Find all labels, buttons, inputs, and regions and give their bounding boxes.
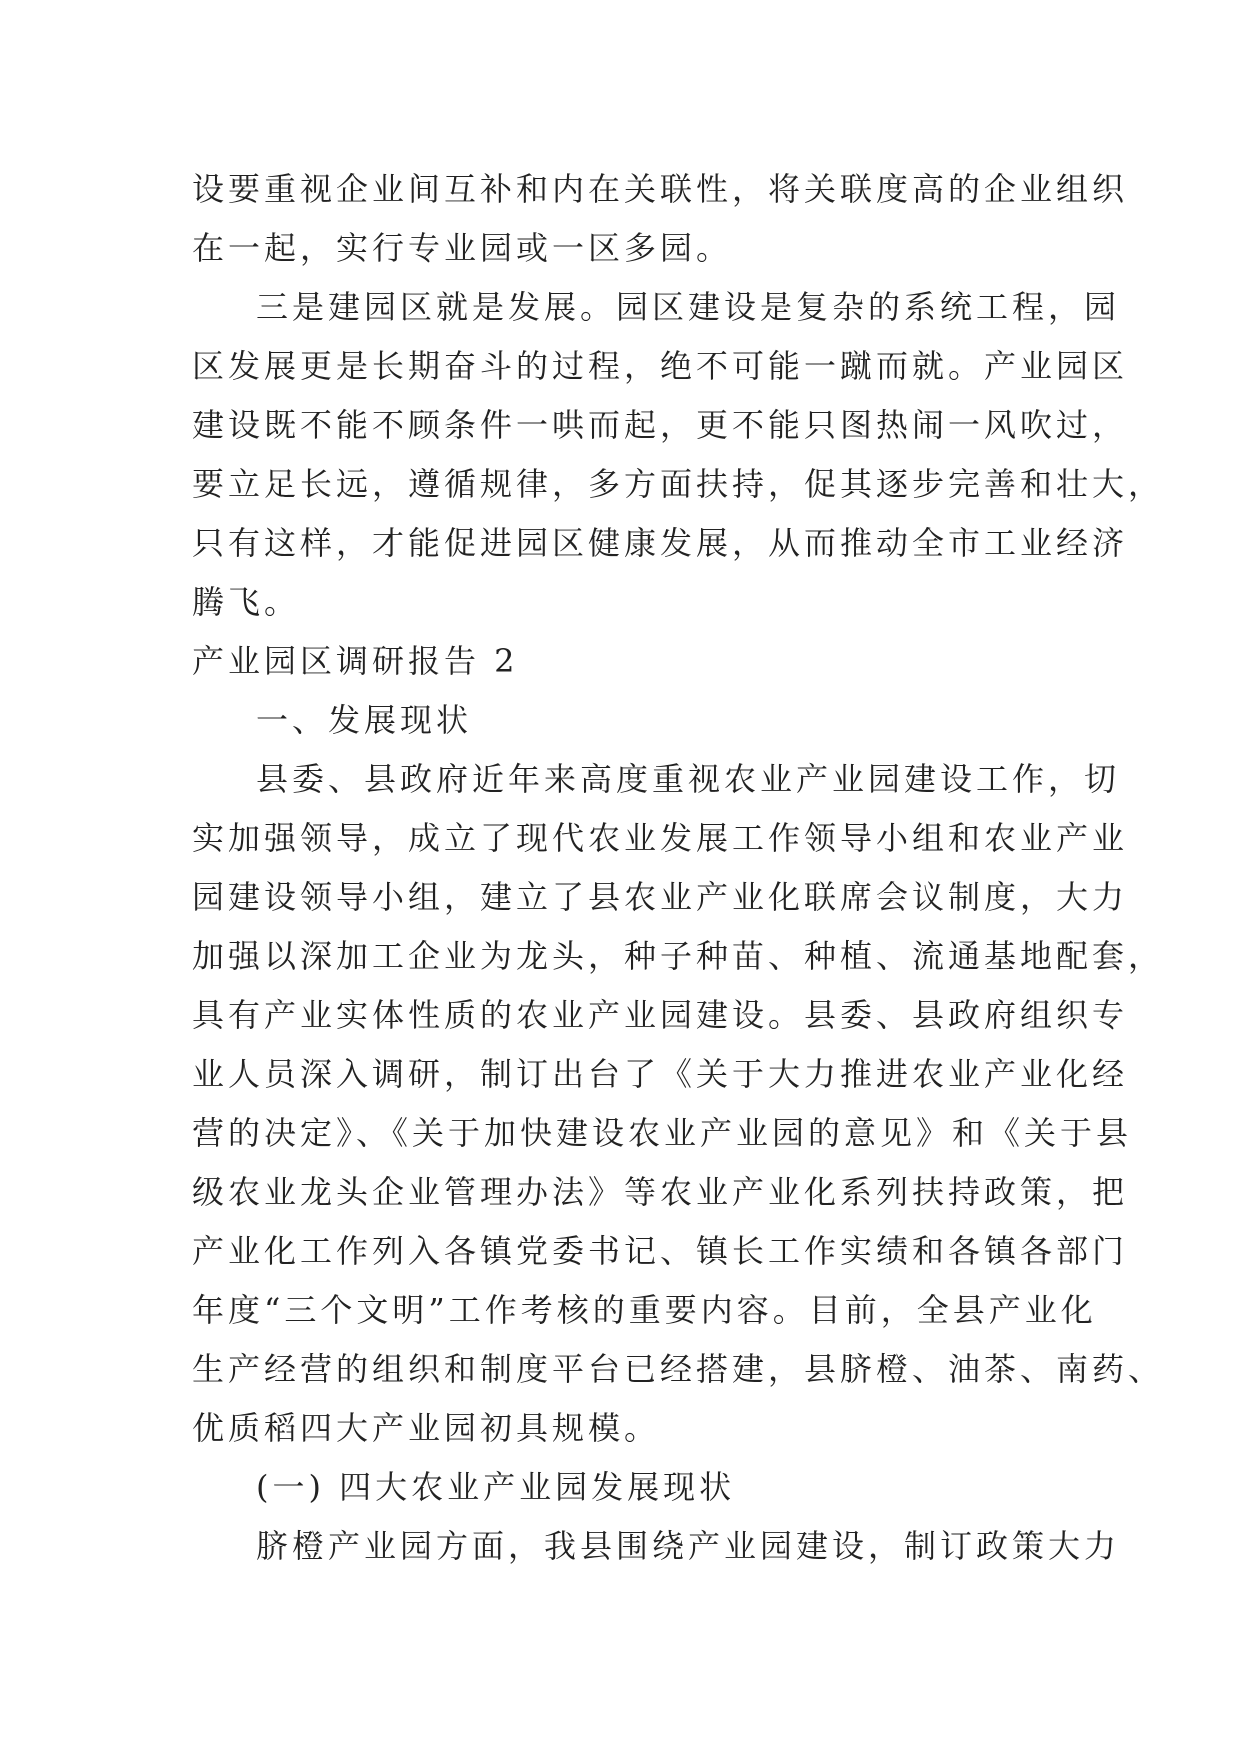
body-line: 加强以深加工企业为龙头，种子种苗、种植、流通基地配套， [192,937,1165,975]
body-line: 产业化工作列入各镇党委书记、镇长工作实绩和各镇各部门 [192,1232,1129,1270]
paragraph-start-line: 县委、县政府近年来高度重视农业产业园建设工作，切 [256,760,1121,798]
body-line: 优质稻四大产业园初具规模。 [192,1409,661,1447]
body-line: 级农业龙头企业管理办法》等农业产业化系列扶持政策，把 [192,1173,1129,1211]
body-line: 实加强领导，成立了现代农业发展工作领导小组和农业产业 [192,819,1129,857]
document-body [192,160,1165,1576]
body-line: 园建设领导小组，建立了县农业产业化联席会议制度，大力 [192,878,1129,916]
body-line: 只有这样，才能促进园区健康发展，从而推动全市工业经济 [192,524,1129,562]
section-title: 产业园区调研报告 2 [192,642,519,680]
subsection-heading: (一) 四大农业产业园发展现状 [256,1468,736,1506]
body-line: 建设既不能不顾条件一哄而起，更不能只图热闹一风吹过， [192,406,1129,444]
section-heading: 一、发展现状 [256,701,473,739]
body-line: 区发展更是长期奋斗的过程，绝不可能一蹴而就。产业园区 [192,347,1129,385]
paragraph-start-line: 三是建园区就是发展。园区建设是复杂的系统工程，园 [256,288,1121,326]
paragraph-start-line: 脐橙产业园方面，我县围绕产业园建设，制订政策大力 [256,1527,1121,1565]
body-line: 腾飞。 [192,583,301,621]
body-line: 要立足长远，遵循规律，多方面扶持，促其逐步完善和壮大， [192,465,1165,503]
body-line: 生产经营的组织和制度平台已经搭建，县脐橙、油茶、南药、 [192,1350,1165,1388]
body-line: 设要重视企业间互补和内在关联性，将关联度高的企业组织 [192,170,1129,208]
body-line: 在一起，实行专业园或一区多园。 [192,229,733,267]
body-line: 年度“三个文明”工作考核的重要内容。目前，全县产业化 [192,1291,1097,1329]
body-line: 具有产业实体性质的农业产业园建设。县委、县政府组织专 [192,996,1129,1034]
body-line: 业人员深入调研，制订出台了《关于大力推进农业产业化经 [192,1055,1129,1093]
body-line: 营的决定》、《关于加快建设农业产业园的意见》和《关于县 [192,1114,1133,1152]
